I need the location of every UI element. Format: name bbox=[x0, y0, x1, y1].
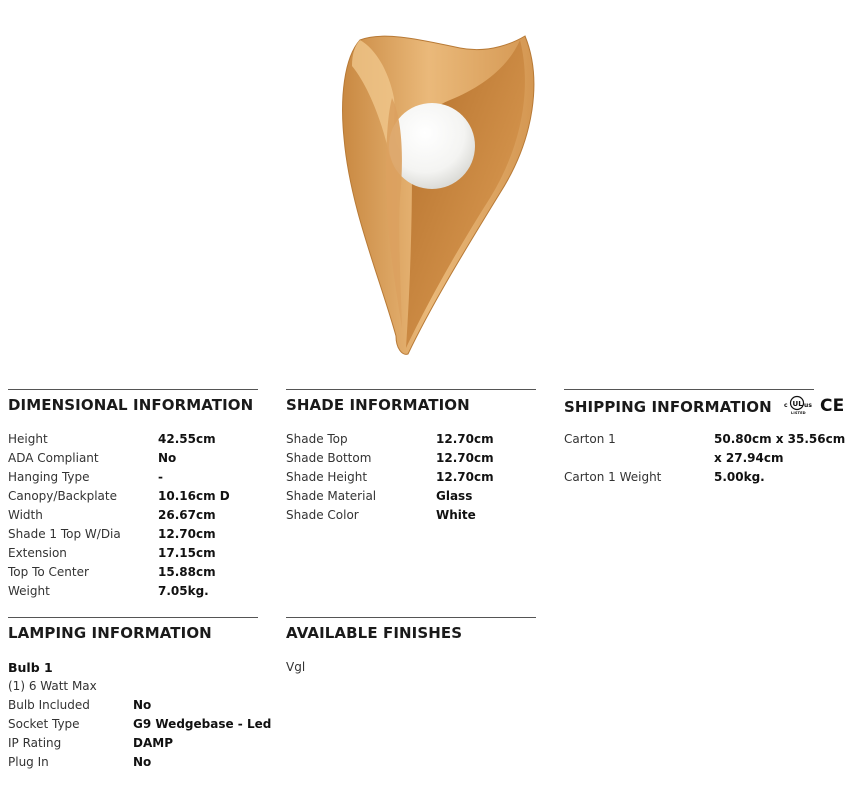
spec-label: Socket Type bbox=[8, 717, 80, 731]
ce-mark-text: CE bbox=[820, 396, 845, 416]
spec-value: DAMP bbox=[133, 736, 173, 750]
shade-section bbox=[286, 389, 536, 525]
spec-value: No bbox=[133, 755, 152, 769]
section-heading: LAMPING INFORMATION bbox=[8, 624, 212, 642]
spec-label: Carton 1 Weight bbox=[564, 470, 662, 484]
spec-label: Weight bbox=[8, 584, 50, 598]
finishes-section bbox=[286, 617, 536, 677]
spec-value: White bbox=[436, 508, 476, 522]
shipping-rows bbox=[564, 430, 845, 487]
spec-row bbox=[8, 468, 258, 487]
spec-row bbox=[8, 734, 258, 753]
spec-row bbox=[286, 449, 536, 468]
section-heading: SHADE INFORMATION bbox=[286, 396, 470, 414]
spec-row bbox=[8, 753, 258, 772]
spec-label: Shade Bottom bbox=[286, 451, 372, 465]
spec-value: G9 Wedgebase - Led bbox=[133, 717, 272, 731]
spec-label: Width bbox=[8, 508, 43, 522]
globe-bulb bbox=[389, 103, 475, 189]
section-divider bbox=[8, 617, 258, 618]
spec-label: Shade Height bbox=[286, 470, 368, 484]
ce-mark-icon bbox=[820, 395, 844, 420]
ul-c-mark: c bbox=[784, 402, 788, 409]
ul-mark: UL bbox=[792, 400, 803, 408]
lamping-section bbox=[8, 617, 272, 772]
spec-row bbox=[8, 563, 258, 582]
section-divider bbox=[564, 389, 814, 390]
spec-label: (1) 6 Watt Max bbox=[8, 679, 97, 693]
shipping-section bbox=[564, 389, 845, 487]
section-divider bbox=[286, 389, 536, 390]
bulb-description bbox=[8, 677, 258, 696]
spec-value: 12.70cm bbox=[436, 470, 494, 484]
spec-label: Hanging Type bbox=[8, 470, 90, 484]
spec-row bbox=[564, 430, 845, 449]
spec-value: 12.70cm bbox=[436, 432, 494, 446]
spec-value: No bbox=[133, 698, 152, 712]
spec-value: x 27.94cm bbox=[714, 451, 784, 465]
spec-value: No bbox=[158, 451, 177, 465]
lamping-rows bbox=[8, 658, 272, 772]
spec-value: 15.88cm bbox=[158, 565, 216, 579]
spec-value: Glass bbox=[436, 489, 473, 503]
ul-listed-icon bbox=[783, 395, 813, 420]
spec-label: Shade Color bbox=[286, 508, 359, 522]
section-heading: AVAILABLE FINISHES bbox=[286, 624, 463, 642]
spec-row bbox=[8, 449, 258, 468]
spec-value: 5.00kg. bbox=[714, 470, 765, 484]
spec-row bbox=[8, 487, 258, 506]
spec-value: 50.80cm x 35.56cm bbox=[714, 432, 845, 446]
spec-row bbox=[8, 715, 272, 734]
finish-item: Vgl bbox=[286, 660, 306, 674]
spec-row bbox=[8, 696, 258, 715]
shade-rows bbox=[286, 430, 536, 525]
finishes-list bbox=[286, 658, 536, 677]
spec-label: IP Rating bbox=[8, 736, 62, 750]
spec-row bbox=[8, 506, 258, 525]
spec-label: Shade Top bbox=[286, 432, 348, 446]
spec-row bbox=[286, 430, 536, 449]
spec-label: ADA Compliant bbox=[8, 451, 99, 465]
spec-value: 12.70cm bbox=[158, 527, 216, 541]
dimensional-rows bbox=[8, 430, 258, 601]
spec-label: Height bbox=[8, 432, 48, 446]
shipping-title: SHIPPING INFORMATION bbox=[564, 398, 772, 416]
ul-listed-text: LISTED bbox=[791, 411, 806, 415]
dimensional-section bbox=[8, 389, 258, 601]
spec-value: 17.15cm bbox=[158, 546, 216, 560]
sconce-illustration bbox=[330, 28, 545, 358]
spec-row bbox=[8, 544, 258, 563]
section-divider bbox=[8, 389, 258, 390]
spec-value: 26.67cm bbox=[158, 508, 216, 522]
section-heading bbox=[564, 395, 845, 416]
spec-value: 10.16cm D bbox=[158, 489, 230, 503]
spec-value: - bbox=[158, 470, 163, 484]
bulb-title: Bulb 1 bbox=[8, 660, 53, 675]
spec-row bbox=[286, 487, 536, 506]
spec-row bbox=[564, 449, 814, 468]
spec-value: 7.05kg. bbox=[158, 584, 209, 598]
product-image bbox=[330, 28, 545, 358]
spec-label: Carton 1 bbox=[564, 432, 616, 446]
section-divider bbox=[286, 617, 536, 618]
spec-label: Extension bbox=[8, 546, 67, 560]
spec-row bbox=[286, 468, 536, 487]
spec-row bbox=[286, 506, 536, 525]
lamping-spec-rows bbox=[8, 696, 272, 772]
spec-row bbox=[564, 468, 814, 487]
spec-value: 42.55cm bbox=[158, 432, 216, 446]
spec-label: Bulb Included bbox=[8, 698, 90, 712]
spec-label: Plug In bbox=[8, 755, 49, 769]
spec-row bbox=[8, 582, 258, 601]
spec-label: Shade 1 Top W/Dia bbox=[8, 527, 121, 541]
spec-row bbox=[8, 430, 258, 449]
spec-value: 12.70cm bbox=[436, 451, 494, 465]
spec-row bbox=[8, 525, 258, 544]
spec-label: Canopy/Backplate bbox=[8, 489, 117, 503]
ul-us-mark: us bbox=[804, 402, 813, 409]
section-heading: DIMENSIONAL INFORMATION bbox=[8, 396, 254, 414]
spec-label: Top To Center bbox=[8, 565, 89, 579]
spec-label: Shade Material bbox=[286, 489, 377, 503]
